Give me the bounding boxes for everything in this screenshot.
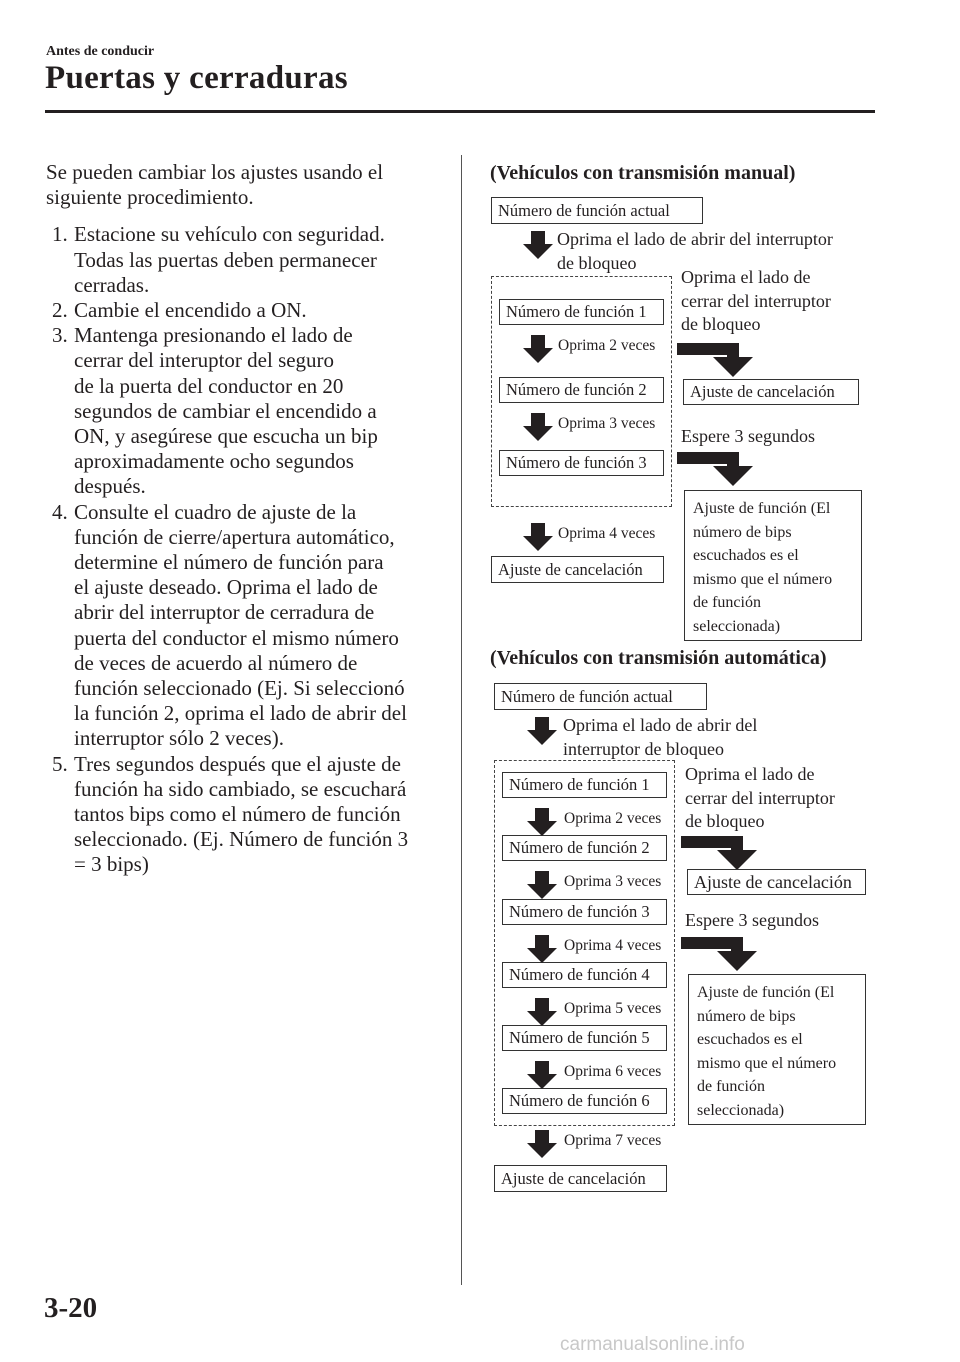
step-line: interruptor sólo 2 veces).: [74, 726, 284, 751]
watermark: carmanualsonline.info: [560, 1334, 745, 1355]
step-line: la función 2, oprima el lado de abrir del: [74, 701, 407, 726]
down-arrow-icon: [523, 413, 553, 441]
result-line: número de bips: [697, 1007, 796, 1025]
elbow-arrow-icon: [677, 343, 759, 377]
automatic-press-label: Oprima 2 veces: [564, 810, 662, 827]
step-line: segundos de cambiar el encendido a: [74, 398, 377, 423]
automatic-press-label: Oprima 6 veces: [564, 1063, 662, 1080]
down-arrow-icon: [523, 523, 553, 551]
result-line: mismo que el número: [697, 1054, 837, 1072]
step-line: ON, y asegúrese que escucha un bip: [74, 424, 378, 448]
down-arrow-icon: [527, 808, 557, 836]
step-number: 4.: [52, 499, 68, 524]
automatic-close-press-label: cerrar del interruptor: [685, 787, 835, 808]
automatic-function-box: Número de función 1: [502, 772, 667, 798]
manual-open-press-label: Oprima el lado de abrir del interruptor: [557, 229, 833, 249]
automatic-function-box: Número de función 5: [502, 1025, 667, 1051]
down-arrow-icon: [527, 1130, 557, 1158]
step-line: el ajuste deseado. Oprima el lado de: [74, 575, 378, 600]
step-line: de la puerta del conductor en 20: [74, 373, 344, 398]
manual-press-label: Oprima 2 veces: [558, 337, 656, 354]
manual-cancel-box: Ajuste de cancelación: [491, 556, 664, 583]
down-arrow-icon: [523, 335, 553, 363]
result-line: Ajuste de función (El: [697, 984, 835, 1001]
step-line: Mantenga presionando el lado de: [74, 323, 353, 348]
step-line: cerrar del interuptor del seguro: [74, 348, 335, 373]
result-line: escuchados es el: [697, 1031, 803, 1048]
step-number: 2.: [52, 298, 68, 322]
manual-press-label: Oprima 3 veces: [558, 415, 656, 432]
automatic-press-label: Oprima 4 veces: [564, 937, 662, 954]
down-arrow-icon: [527, 717, 557, 745]
automatic-open-press-label: Oprima el lado de abrir del: [563, 715, 758, 735]
manual-close-press-label: de bloqueo: [681, 314, 761, 334]
page-title: Puertas y cerraduras: [45, 60, 348, 96]
step-number: 3.: [52, 323, 68, 348]
step-line: seleccionado. (Ej. Número de función 3: [74, 827, 409, 852]
automatic-result-box: [688, 974, 866, 1125]
automatic-cancel-right-box: Ajuste de cancelación: [687, 869, 866, 895]
down-arrow-icon: [527, 998, 557, 1026]
down-arrow-icon: [527, 1061, 557, 1089]
elbow-arrow-icon: [677, 452, 759, 486]
manual-title: (Vehículos con transmisión manual): [490, 162, 796, 184]
step-line: Consulte el cuadro de ajuste de la: [74, 499, 357, 524]
automatic-function-box: Número de función 4: [502, 962, 667, 988]
automatic-open-press-label: interruptor de bloqueo: [563, 739, 724, 759]
section-label: Antes de conducir: [46, 44, 155, 59]
step-line: = 3 bips): [74, 852, 149, 877]
step-line: después.: [74, 474, 146, 499]
step-line: aproximadamente ocho segundos: [74, 449, 354, 474]
manual-function-box: Número de función 1: [499, 299, 664, 325]
step-line: puerta del conductor el mismo número: [74, 625, 399, 650]
manual-cancel-right-box: Ajuste de cancelación: [683, 379, 859, 405]
automatic-cancel-box: Ajuste de cancelación: [494, 1165, 667, 1192]
intro-line: siguiente procedimiento.: [46, 185, 254, 210]
result-line: mismo que el número: [693, 570, 833, 588]
result-line: de función: [693, 594, 761, 611]
result-line: de función: [697, 1078, 765, 1095]
column-divider: [461, 155, 462, 1285]
automatic-function-box: Número de función 6: [502, 1088, 667, 1114]
result-line: número de bips: [693, 523, 792, 541]
step-number: 1.: [52, 222, 68, 247]
step-line: Tres segundos después que el ajuste de: [74, 751, 402, 776]
step-line: de veces de acuerdo al número de: [74, 650, 358, 675]
automatic-close-press-label: Oprima el lado de: [685, 764, 815, 784]
step-line: tantos bips como el número de función: [74, 802, 401, 826]
automatic-title: (Vehículos con transmisión automática): [490, 647, 827, 669]
manual-open-press-label: de bloqueo: [557, 253, 637, 273]
down-arrow-icon: [523, 231, 553, 259]
page-number: 3-20: [44, 1292, 98, 1324]
manual-close-press-label: Oprima el lado de: [681, 267, 811, 287]
manual-result-box: [684, 490, 862, 641]
elbow-arrow-icon: [681, 937, 763, 971]
title-rule: [45, 110, 875, 113]
manual-function-box: Número de función 3: [499, 450, 664, 476]
step-number: 5.: [52, 751, 68, 776]
automatic-press-label: Oprima 5 veces: [564, 1000, 662, 1017]
automatic-press-label: Oprima 7 veces: [564, 1132, 662, 1149]
down-arrow-icon: [527, 935, 557, 963]
step-line: Cambie el encendido a ON.: [74, 298, 307, 322]
step-line: cerradas.: [74, 272, 150, 297]
automatic-function-box: Número de función 3: [502, 899, 667, 925]
step-line: Estacione su vehículo con seguridad.: [74, 222, 385, 247]
manual-press-label: Oprima 4 veces: [558, 525, 656, 542]
step-line: función de cierre/apertura automático,: [74, 524, 395, 549]
manual-function-box: Número de función 2: [499, 377, 664, 403]
automatic-press-label: Oprima 3 veces: [564, 873, 662, 890]
down-arrow-icon: [527, 871, 557, 899]
step-line: determine el número de función para: [74, 550, 384, 574]
manual-wait-label: Espere 3 segundos: [681, 426, 815, 446]
step-line: Todas las puertas deben permanecer: [74, 247, 377, 272]
automatic-function-box: Número de función 2: [502, 835, 667, 861]
manual-close-press-label: cerrar del interruptor: [681, 290, 831, 311]
result-line: seleccionada): [693, 617, 781, 635]
result-line: Ajuste de función (El: [693, 500, 831, 517]
result-line: seleccionada): [697, 1101, 785, 1119]
step-line: función ha sido cambiado, se escuchará: [74, 776, 407, 801]
step-line: función seleccionado (Ej. Si seleccionó: [74, 676, 405, 700]
automatic-current-function-box: Número de función actual: [494, 683, 707, 710]
step-line: abrir del interruptor de cerradura de: [74, 600, 375, 625]
manual-current-function-box: Número de función actual: [491, 197, 703, 224]
result-line: escuchados es el: [693, 547, 799, 564]
automatic-close-press-label: de bloqueo: [685, 811, 765, 831]
automatic-wait-label: Espere 3 segundos: [685, 910, 819, 930]
elbow-arrow-icon: [681, 836, 763, 870]
intro-line: Se pueden cambiar los ajustes usando el: [46, 160, 384, 184]
